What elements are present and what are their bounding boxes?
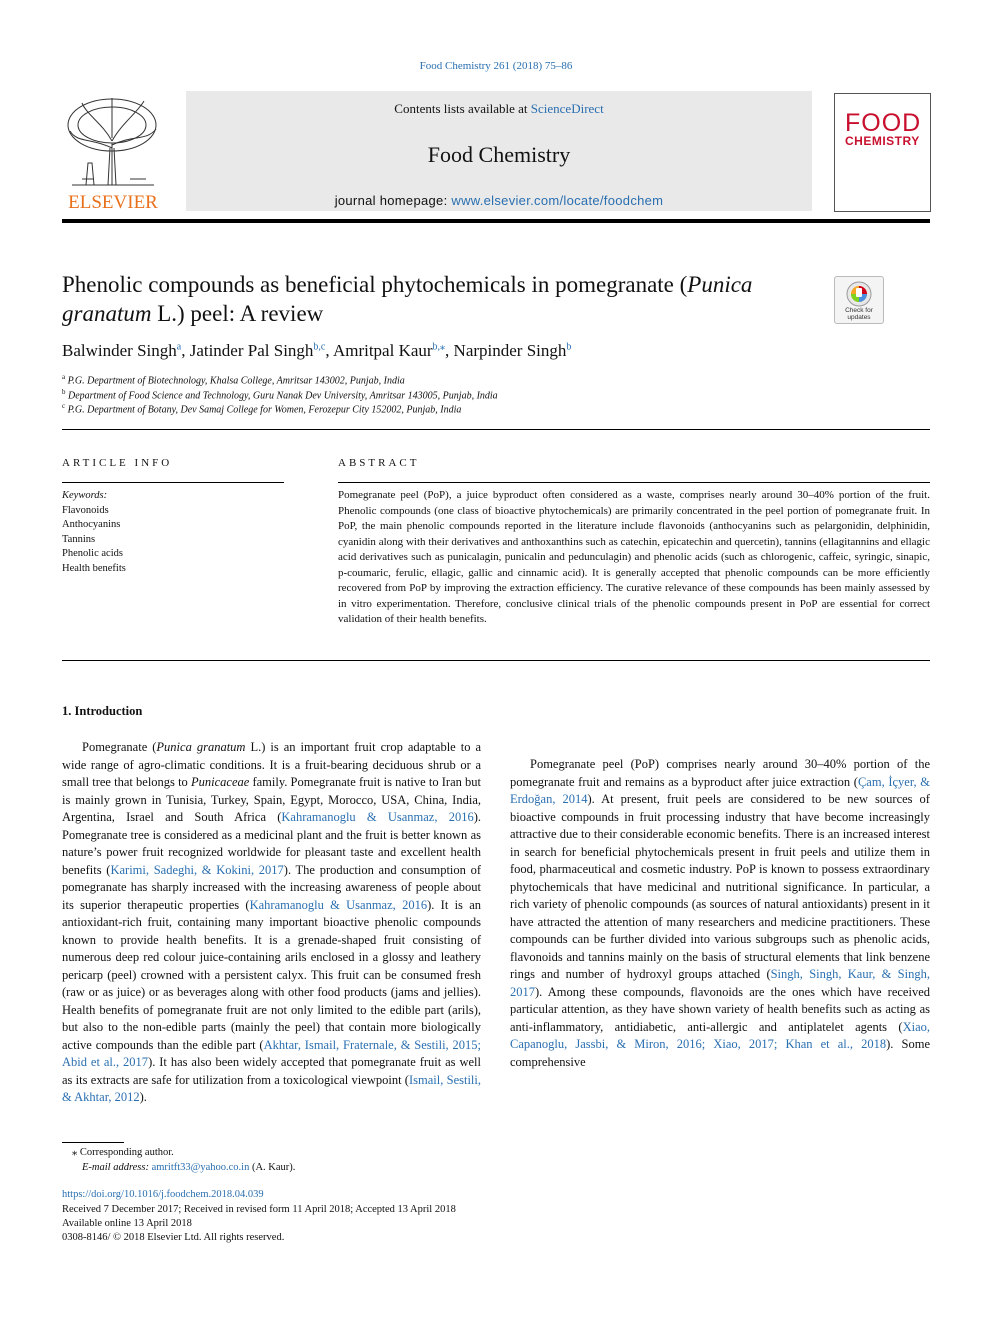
received-dates: Received 7 December 2017; Received in revised form 11 April 2018; Accepted 13 April 2018: [62, 1204, 456, 1215]
body-text: family. Pomegranate fruit is native to Iran but is mainly grown in Tunisia, Turkey, Spain, Egypt, Morocco, USA, China, India, Argentina, Israel and South Africa (: [62, 775, 482, 824]
italic-term: Punicaceae: [190, 775, 250, 789]
divider: [62, 660, 930, 661]
available-online: Available online 13 April 2018: [62, 1218, 192, 1229]
divider: [62, 482, 284, 483]
publisher-name: ELSEVIER: [68, 192, 158, 211]
journal-homepage: [186, 193, 812, 208]
abstract-heading: ABSTRACT: [338, 457, 420, 469]
sciencedirect-link[interactable]: ScienceDirect: [530, 101, 604, 116]
body-text: ). Among these compounds, flavonoids are the ones which have received particular attention, as they have shown variety of health benefits such as acting as anti-inflammatory, antidiabetic, anti-allergic and antiplatelet agents (: [510, 984, 930, 1034]
contents-line: [186, 101, 812, 117]
body-text: ). At present, fruit peels are considered to be new sources of bioactive compounds in fruit processing industry that have become increasingly attractive due to their considerable economic benefits. There is an increased interest in search for beneficial phytochemicals present in fruit peels and utilize them in food, pharmaceutical and cosmetic industry. PoP is known to possess extraordinary phytochemicals that have medicinal and nutritional significance. In particular, a rich variety of phenolic compounds (as sources of natural antioxidants) present in it have attracted the attention of many researchers and medicine practitioners. These compounds can be further divided into various subgroups such as phenolic acids, flavonoids and tannins mainly on the basis of structural elements that link benzene rings and number of hydroxyl groups attached (: [510, 792, 930, 981]
intro-paragraph-right: [510, 756, 930, 1071]
citation-link[interactable]: Karimi, Sadeghi, & Kokini, 2017: [110, 862, 284, 877]
intro-paragraph-left: [62, 739, 481, 1107]
email-link[interactable]: amritft33@yahoo.co.in: [151, 1162, 250, 1173]
citation-link[interactable]: Kahramanoglu & Usanmaz, 2016: [281, 810, 474, 824]
keyword: Flavonoids: [62, 504, 109, 516]
body-text: ). Some comprehensive: [510, 1037, 931, 1069]
journal-name: Food Chemistry: [427, 142, 571, 167]
affiliation: $^c$ P.G. Department of Botany, Dev Samaj College for Women, Ferozepur City 152002, Punjab, India: [62, 402, 462, 416]
email-line: E-mail address: amritft33@yahoo.co.in (A. Kaur).: [82, 1162, 296, 1173]
citation-link[interactable]: Akhtar, Ismail, Fraternale, & Sestili, 2015; Abid et al., 2017: [62, 1037, 482, 1069]
doi-link[interactable]: https://doi.org/10.1016/j.foodchem.2018.04.039: [62, 1189, 264, 1200]
keywords-block: [62, 489, 126, 576]
elsevier-logo: [62, 93, 164, 211]
body-text: Pomegranate peel (PoP) comprises nearly around 30–40% portion of the pomegranate fruit and remains as a byproduct after juice extraction (: [510, 757, 930, 789]
author-list: Balwinder Singh$^a$, Jatinder Pal Singh$^{b,c}$, Amritpal Kaur$^{b,⁎}$, Narpinder Singh$^b$: [62, 341, 572, 360]
abstract-text: Pomegranate peel (PoP), a juice byproduct often considered as a waste, comprises nearly around 30–40% portion of the fruit. Phenolic compounds (one class of bioactive phytochemicals) are primarily concentrated in the peel portion of pomegranate fruit. In PoP, the main phenolic compounds reported in the literature include flavonoids (anthocyanins such as pelargonidin, delphinidin, cyanidin along with their derivatives and anthoxanthins such as catechin, epicatechin and quercetin), tannins (ellagitannins and ellagic acid derivatives such as punicalagin, punicalin and pedunculagin) and phenolic acids (such as chlorogenic, caffeic, syringic, sinapic, p-coumaric, ferulic, ellagic, gallic and cinnamic acid). It is generally accepted that phenolic compounds can be more efficiently recovered from PoP by improving the extraction efficiency. The curative relevance of these compounds has been mainly assessed by in vitro experimentation. Therefore, conclusive clinical trials of the phenolic compounds present in PoP are essential for correct validation of their health benefits.: [338, 489, 930, 625]
body-text: ). It has also been widely accepted that pomegranate fruit as well as its extracts are safe for utilization from a toxicological viewpoint (: [62, 1055, 481, 1087]
author[interactable]: Narpinder Singh$^b$: [453, 341, 572, 360]
author[interactable]: Jatinder Pal Singh$^{b,c}$: [189, 341, 326, 360]
check-for-updates-button[interactable]: [834, 276, 884, 324]
author[interactable]: Balwinder Singh$^a$: [62, 341, 182, 360]
keywords-label: Keywords:: [62, 490, 108, 501]
affiliation: $^a$ P.G. Department of Biotechnology, Khalsa College, Amritsar 143002, Punjab, India: [62, 373, 405, 387]
cover-title-food: FOOD: [845, 109, 922, 137]
body-text: Pomegranate (: [82, 740, 157, 754]
body-text: ). The production and consumption of pomegranate has sharply increased with the increasing awareness of people about its superior therapeutic properties (: [62, 862, 482, 912]
citation-link[interactable]: Kahramanoglu & Usanmaz, 2016: [249, 897, 428, 912]
homepage-link[interactable]: www.elsevier.com/locate/foodchem: [451, 193, 664, 208]
article-info-heading: ARTICLE INFO: [62, 457, 173, 469]
divider: [338, 482, 930, 483]
body-text: ). It is an antioxidant-rich fruit, containing many important bioactive phenolic compounds known to provide health benefits. It is a grenade-shaped fruit consisting of numerous deep red colour juice-containing arils enclosed in a glossy and leathery pericarp (peel) crowned with a persistent calyx. This fruit can be consumed fresh (raw or as juice) or as beverages along with other food products (jams and jellies). Health benefits of pomegranate fruit are not only limited to the edible part (arils), but also to the non-edible parts (mainly the peel) that contain more biologically active compounds than the edible part (: [62, 897, 481, 1052]
cover-title-chemistry: CHEMISTRY: [845, 134, 920, 148]
journal-cover-thumbnail[interactable]: [834, 93, 931, 212]
header-rule: [62, 219, 930, 223]
divider: [62, 429, 930, 430]
copyright: 0308-8146/ © 2018 Elsevier Ltd. All rights reserved.: [62, 1232, 285, 1243]
keyword: Phenolic acids: [62, 548, 123, 559]
author[interactable]: Amritpal Kaur$^{b,⁎}$: [332, 341, 446, 360]
article-title: Phenolic compounds as beneficial phytochemicals in pomegranate (Punica granatum L.) peel: A review: [62, 272, 753, 326]
corresponding-author-note: ⁎ Corresponding author.: [72, 1147, 174, 1158]
citation-link[interactable]: Çam, İçyer, & Erdoğan, 2014: [510, 774, 930, 806]
citation-link[interactable]: Xiao, Capanoglu, Jassbi, & Miron, 2016; Xiao, 2017; Khan et al., 2018: [510, 1019, 930, 1051]
affiliation: $^b$ Department of Food Science and Technology, Guru Nanak Dev University, Amritsar 143005, Punjab, India: [62, 388, 498, 402]
check-updates-label: Check for updates: [845, 307, 873, 321]
homepage-prefix: journal homepage:: [334, 193, 452, 208]
contents-prefix: Contents lists available at: [394, 101, 531, 116]
keyword: Anthocyanins: [62, 519, 121, 530]
italic-term: Punica granatum: [156, 740, 246, 754]
body-text: L.) is an important fruit crop adaptable to a wide range of agro-climatic conditions. It is a fruit-bearing deciduous shrub or a small tree that belongs to: [62, 740, 481, 789]
citation-link[interactable]: Ismail, Sestili, & Akhtar, 2012: [62, 1072, 482, 1104]
citation-link[interactable]: Singh, Singh, Kaur, & Singh, 2017: [510, 967, 930, 999]
footnote-rule: [62, 1142, 124, 1143]
body-text: ). Pomegranate tree is considered as a medicinal plant and the fruit is better known as nature’s power fruit recognized worldwide for pleasant taste and excellent health benefits (: [62, 810, 481, 877]
section-heading: 1. Introduction: [62, 704, 143, 718]
keyword: Tannins: [62, 533, 96, 545]
body-text: ).: [139, 1090, 147, 1104]
journal-citation[interactable]: Food Chemistry 261 (2018) 75–86: [419, 60, 573, 72]
keyword: Health benefits: [62, 562, 126, 574]
